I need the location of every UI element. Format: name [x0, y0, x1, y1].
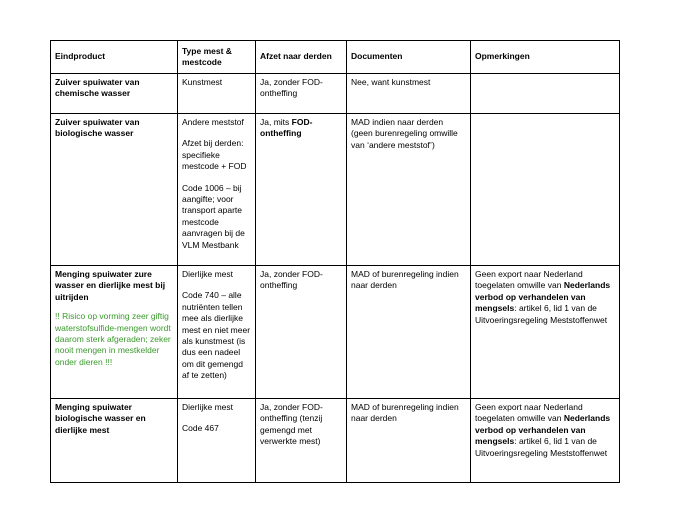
product-name: Menging spuiwater biologische wasser en dierlijke mest [55, 402, 146, 435]
documenten-text: MAD of burenregeling indien naar derden [351, 402, 459, 424]
afzet-text: Ja, zonder FOD-ontheffing (tenzij gemengd met verwerkte mest) [260, 402, 323, 447]
opmerking-text-end: : artikel 6, lid 1 van de Uitvoeringsregeling Meststoffenwet [475, 436, 608, 458]
type-line: Code 740 – alle nutriënten tellen mee als dierlijke mest en niet meer als kunstmest (is dus een nadeel om dit gemengd af te zetten) [182, 290, 251, 381]
documenten-text: MAD indien naar derden (geen burenregeling omwille van ‘andere meststof’) [351, 117, 458, 150]
type-line: Dierlijke mest [182, 402, 234, 412]
afzet-text: Ja, mits [260, 117, 292, 127]
documenten-text: Nee, want kunstmest [351, 77, 431, 87]
table-header-row [51, 41, 620, 74]
type-line: Afzet bij derden: specifieke mestcode + FOD [182, 138, 247, 172]
table-row [51, 399, 620, 483]
product-cell [51, 114, 178, 266]
col-header-eindproduct: Eindproduct [51, 41, 178, 74]
warning-text: !! Risico op vorming zeer giftig waterstofsulfide-mengen wordt daarom sterk afgeraden; zeker nooit mengen in mestkelder onder dieren !!! [55, 311, 171, 367]
table-row [51, 114, 620, 266]
product-name: Zuiver spuiwater van chemische wasser [55, 77, 140, 99]
type-line: Dierlijke mest [182, 269, 234, 279]
col-header-type-mest: Type mest & mestcode [178, 41, 256, 74]
opmerking-text-end: : artikel 6, lid 1 van de Uitvoeringsregeling Meststoffenwet [475, 303, 608, 325]
col-header-opmerkingen: Opmerkingen [471, 41, 620, 74]
afzet-text: Ja, zonder FOD-ontheffing [260, 269, 323, 291]
afzet-cell [256, 74, 347, 114]
type-cell [178, 74, 256, 114]
afzet-text: Ja, zonder FOD-ontheffing [260, 77, 323, 99]
documenten-cell [347, 114, 471, 266]
afzet-cell [256, 114, 347, 266]
product-name: Menging spuiwater zure wasser en dierlijke mest bij uitrijden [55, 269, 166, 302]
opmerking-bold-text: Nederlands verbod op verhandelen van mengsels [475, 413, 611, 447]
afzet-cell [256, 266, 347, 399]
product-cell [51, 399, 178, 483]
type-line: Kunstmest [182, 77, 223, 87]
table-row [51, 74, 620, 114]
documenten-text: MAD of burenregeling indien naar derden [351, 269, 459, 291]
col-header-documenten: Documenten [347, 41, 471, 74]
type-line: Andere meststof [182, 117, 244, 127]
opmerkingen-cell [471, 399, 620, 483]
type-line: Code 467 [182, 423, 219, 434]
opmerking-text: Geen export naar Nederland toegelaten omwille van [475, 402, 583, 424]
opmerkingen-cell [471, 74, 620, 114]
type-cell [178, 266, 256, 399]
manure-table [50, 40, 620, 483]
opmerkingen-cell [471, 114, 620, 266]
afzet-cell [256, 399, 347, 483]
opmerking-text: Geen export naar Nederland toegelaten omwille van [475, 269, 583, 291]
table-row [51, 266, 620, 399]
afzet-bold-text: FOD-ontheffing [260, 117, 313, 139]
documenten-cell [347, 266, 471, 399]
documenten-cell [347, 74, 471, 114]
type-cell [178, 114, 256, 266]
type-line: Code 1006 – bij aangifte; voor transport aparte mestcode aanvragen bij de VLM Mestbank [182, 182, 245, 250]
product-name: Zuiver spuiwater van biologische wasser [55, 117, 140, 139]
opmerkingen-cell [471, 266, 620, 399]
product-cell [51, 266, 178, 399]
product-cell [51, 74, 178, 114]
opmerking-bold-text: Nederlands verbod op verhandelen van mengsels [475, 280, 611, 314]
col-header-afzet: Afzet naar derden [256, 41, 347, 74]
documenten-cell [347, 399, 471, 483]
type-cell [178, 399, 256, 483]
